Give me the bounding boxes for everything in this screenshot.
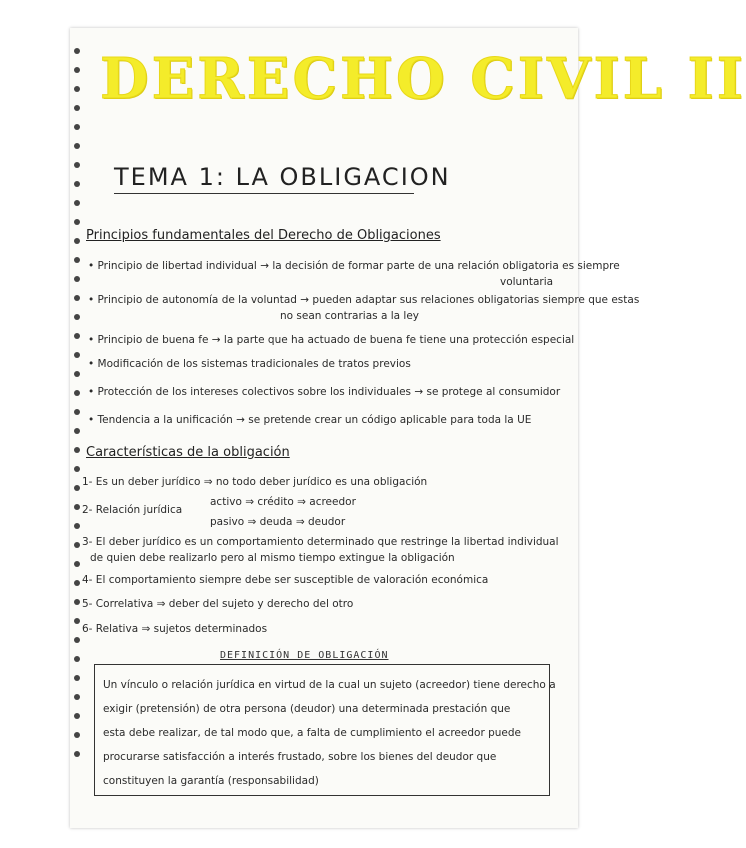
page-title: DERECHO CIVIL II bbox=[100, 46, 746, 112]
definition-line: constituyen la garantía (responsabilidad) bbox=[103, 775, 319, 787]
list-item: • Principio de libertad individual → la decisión de formar parte de una relación obligatoria es siempre bbox=[88, 260, 620, 272]
notebook-page bbox=[70, 28, 746, 828]
section-principles-heading: Principios fundamentales del Derecho de Obligaciones bbox=[86, 228, 441, 243]
list-item: 5- Correlativa ⇒ deber del sujeto y derecho del otro bbox=[82, 598, 354, 610]
definition-box bbox=[94, 664, 556, 796]
list-item: 2- Relación jurídica bbox=[82, 504, 183, 516]
definition-heading: DEFINICIÓN DE OBLIGACIÓN bbox=[220, 650, 389, 661]
list-item: • Protección de los intereses colectivos sobre los individuales → se protege al consumidor bbox=[88, 386, 561, 398]
list-item: • Principio de buena fe → la parte que ha actuado de buena fe tiene una protección especial bbox=[88, 334, 575, 346]
notebook-spiral bbox=[70, 48, 84, 808]
list-item: • Tendencia a la unificación → se pretende crear un código aplicable para toda la UE bbox=[88, 414, 532, 426]
list-item: 4- El comportamiento siempre debe ser susceptible de valoración económica bbox=[82, 574, 489, 586]
list-item: activo ⇒ crédito ⇒ acreedor bbox=[210, 496, 356, 508]
list-item: • Principio de autonomía de la voluntad → pueden adaptar sus relaciones obligatorias siempre que estas bbox=[88, 294, 640, 306]
definition-line: esta debe realizar, de tal modo que, a falta de cumplimiento el acreedor puede bbox=[103, 727, 522, 739]
list-item: no sean contrarias a la ley bbox=[280, 310, 420, 322]
topic-underline bbox=[114, 193, 414, 194]
topic-title: TEMA 1: LA OBLIGACION bbox=[114, 163, 451, 191]
definition-line: Un vínculo o relación jurídica en virtud de la cual un sujeto (acreedor) tiene derecho a bbox=[103, 679, 556, 691]
list-item: voluntaria bbox=[500, 276, 554, 288]
definition-line: procurarse satisfacción a interés frustado, sobre los bienes del deudor que bbox=[103, 751, 497, 763]
section-characteristics-heading: Características de la obligación bbox=[86, 445, 290, 460]
list-item: 1- Es un deber jurídico ⇒ no todo deber jurídico es una obligación bbox=[82, 476, 428, 488]
list-item: • Modificación de los sistemas tradicionales de tratos previos bbox=[88, 358, 411, 370]
list-item: pasivo ⇒ deuda ⇒ deudor bbox=[210, 516, 346, 528]
list-item: 6- Relativa ⇒ sujetos determinados bbox=[82, 623, 268, 635]
list-item: de quien debe realizarlo pero al mismo tiempo extingue la obligación bbox=[90, 552, 455, 564]
definition-line: exigir (pretensión) de otra persona (deudor) una determinada prestación que bbox=[103, 703, 511, 715]
list-item: 3- El deber jurídico es un comportamiento determinado que restringe la libertad individual bbox=[82, 536, 559, 548]
